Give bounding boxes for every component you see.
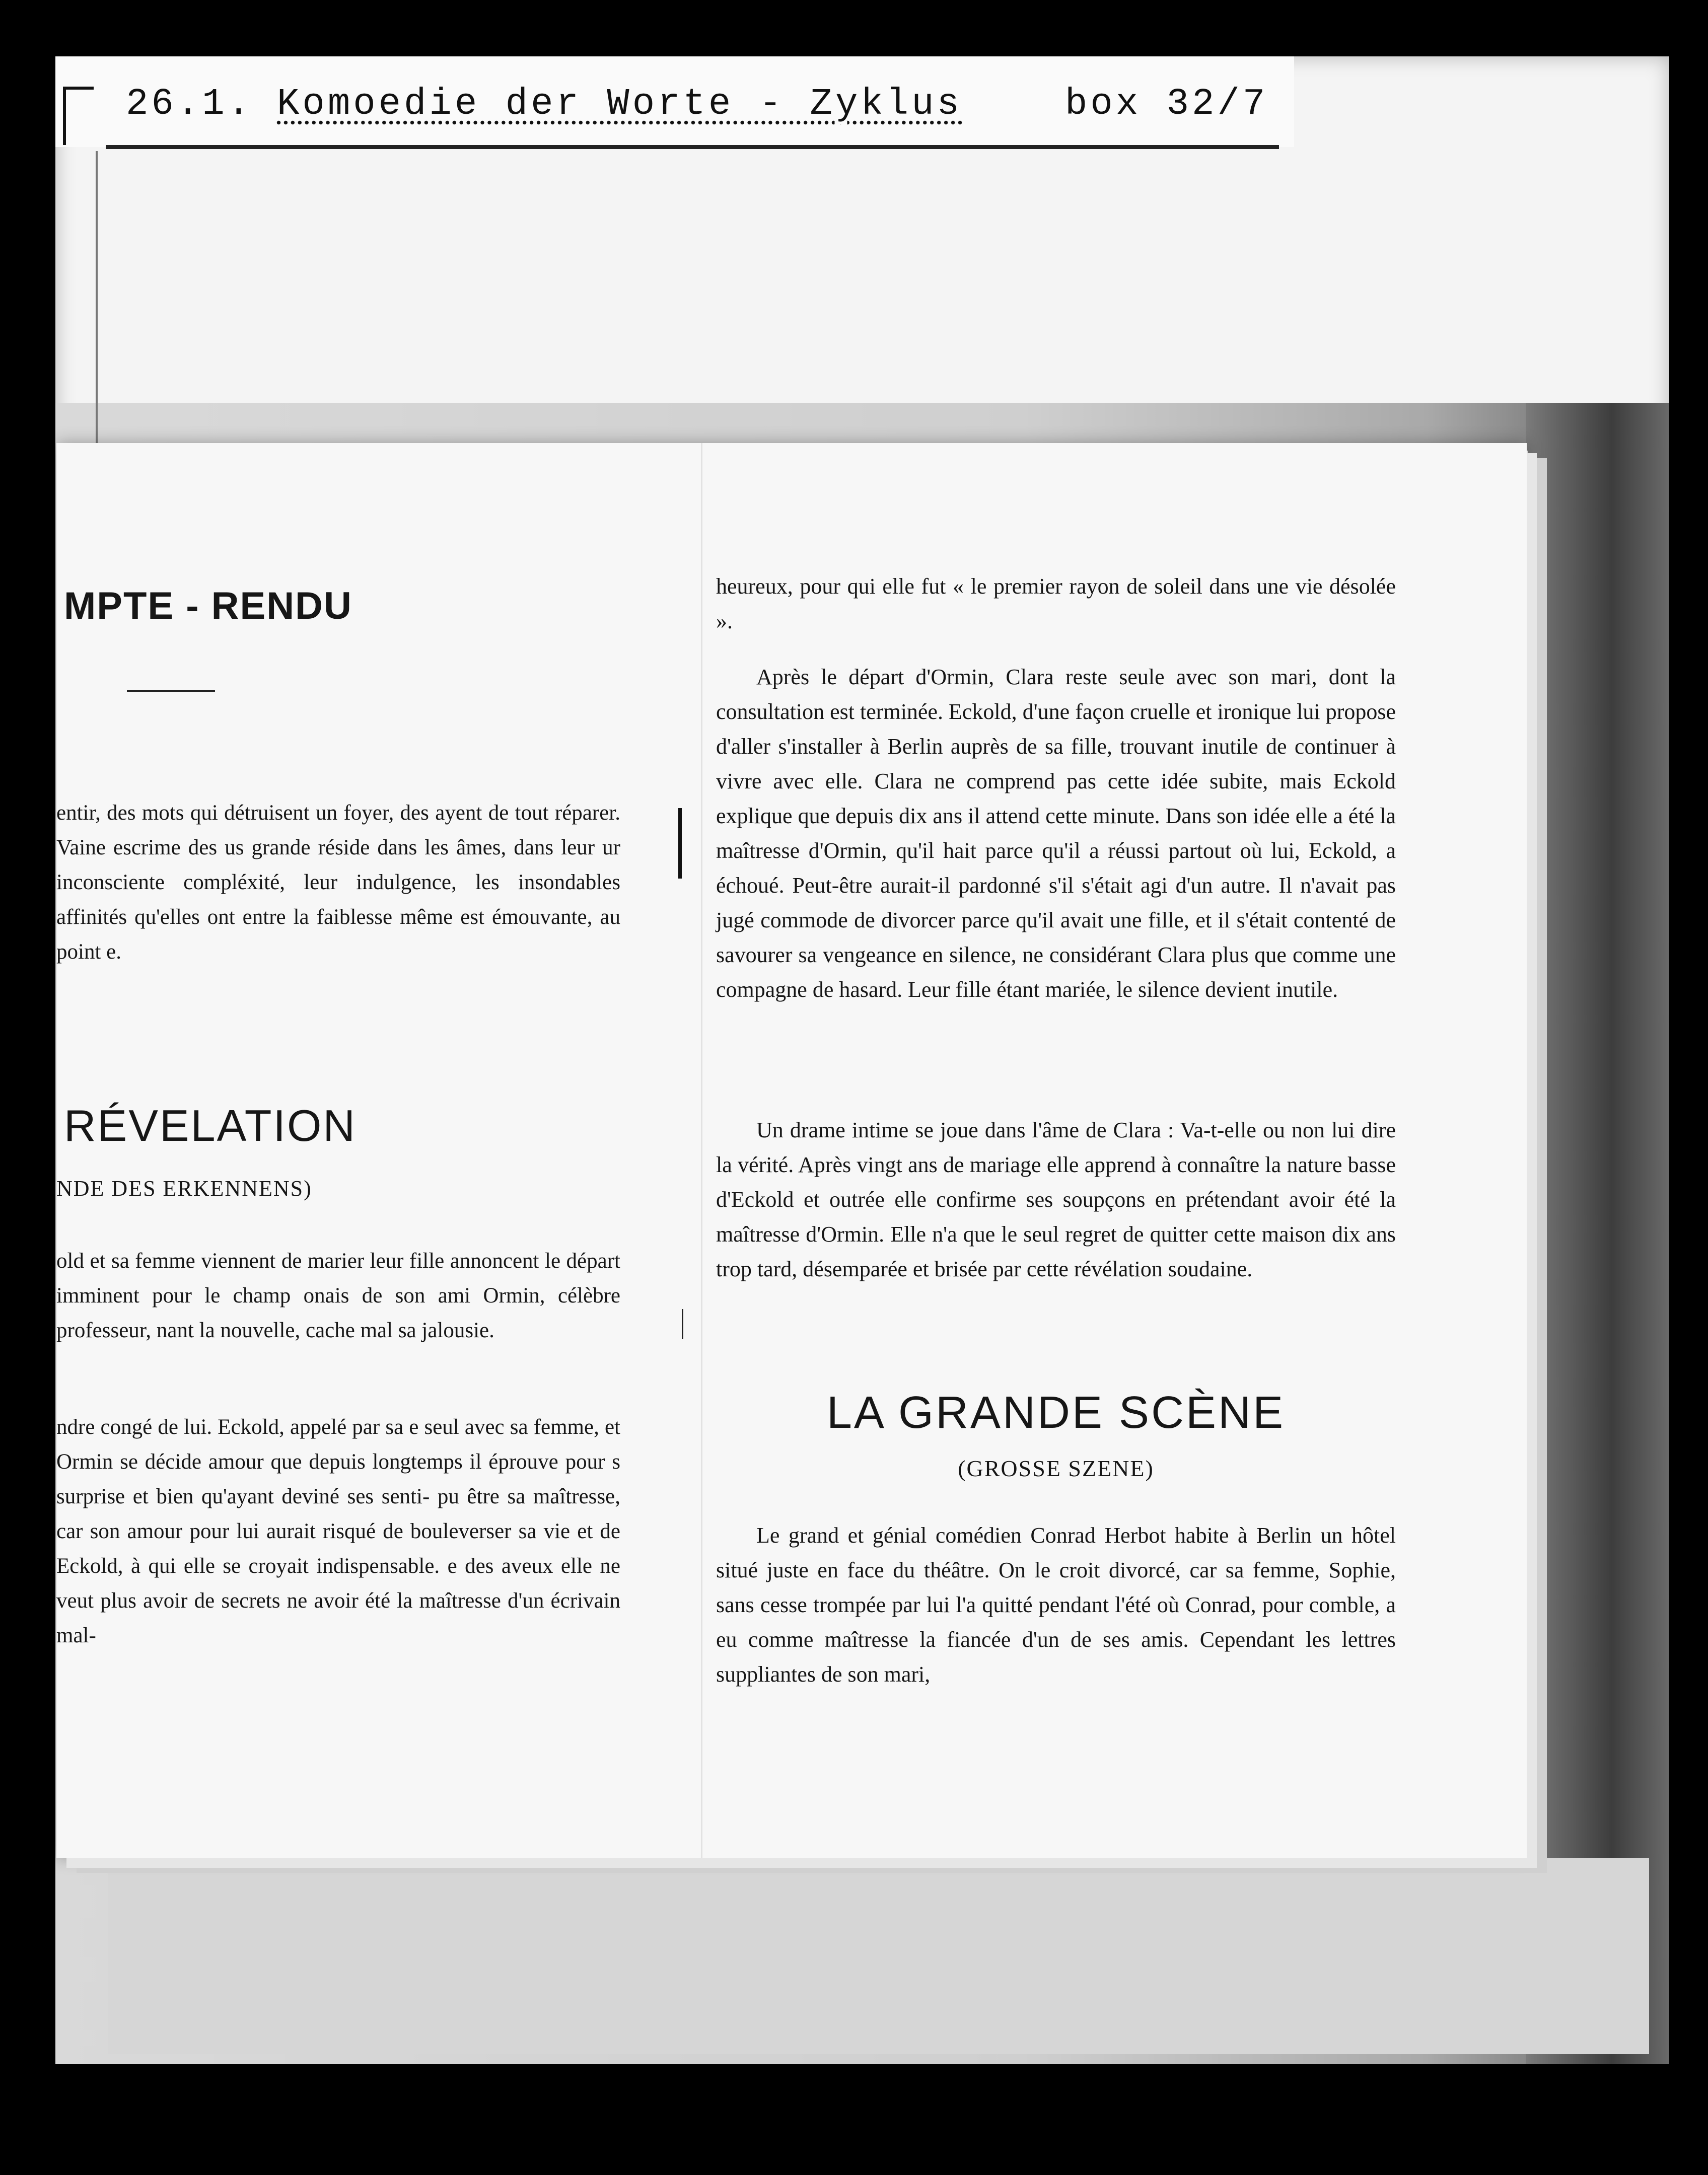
left-intro: entir, des mots qui détruisent un foyer, des ayent de tout réparer. Vaine escrime des us grande réside dans les âmes, dans leur ur inconsciente compléxité, leur indulgence, les insondables affinités qu'elles ont entre la faiblesse même est émouvante, au point e. bbox=[56, 801, 620, 964]
header-title: Komoedie der Worte - Zyklus bbox=[277, 83, 962, 125]
right-section-subtitle: (GROSSE SZENE) bbox=[958, 1456, 1154, 1481]
booklet-fold bbox=[701, 443, 702, 1858]
header-box: box 32/7 bbox=[1065, 83, 1268, 125]
right-paragraph-1: heureux, pour qui elle fut « le premier rayon de soleil dans une vie désolée ». bbox=[716, 574, 1396, 633]
booklet-spread bbox=[56, 443, 1527, 1858]
card-margin-line bbox=[96, 151, 98, 463]
gutter-mark-small bbox=[682, 1309, 683, 1339]
right-paragraph-3: Un drame intime se joue dans l'âme de Clara : Va-t-elle ou non lui dire la vérité. Après vingt ans de mariage elle apprend à connaître la nature basse d'Eckold et outrée elle confirme ses soupçons en prétendant avoir été la maîtresse d'Ormin. Elle n'a que le seul regret de quitter cette maison dix ans trop tard, désemparée et brisée par cette révélation soudaine. bbox=[716, 1118, 1396, 1281]
heading-dash bbox=[127, 690, 215, 692]
left-paragraph-2: ndre congé de lui. Eckold, appelé par sa e seul avec sa femme, et Ormin se décide amour que depuis longtemps il éprouve pour s surprise et bien qu'ayant deviné ses senti- pu être sa maîtresse, car son amour pour lui aurait risqué de bouleverser sa vie et de Eckold, à qui elle se croyait indispensable. e des aveux elle ne veut plus avoir de secrets ne avoir été la maîtresse d'un écrivain mal- bbox=[56, 1415, 620, 1647]
right-section-title: LA GRANDE SCÈNE bbox=[826, 1388, 1286, 1438]
card-shadow bbox=[1526, 403, 1669, 2064]
gutter-mark bbox=[678, 808, 682, 879]
left-section-title: RÉVELATION bbox=[64, 1101, 357, 1150]
card-bottom bbox=[108, 1858, 1649, 2054]
right-paragraph-2: Après le départ d'Ormin, Clara reste seule avec son mari, dont la consultation est terminée. Eckold, d'une façon cruelle et ironique lui propose d'aller s'installer à Berlin auprès de sa fille, trouvant inutile de continuer à vivre avec elle. Clara ne comprend pas cette idée subite, mais Eckold explique que depuis dix ans il attend cette minute. Dans son idée elle a été la maîtresse d'Ormin, qu'il hait parce qu'il a réussi partout où lui, Eckold, a échoué. Peut-être aurait-il pardonné s'il s'était agi d'un autre. Il n'avait pas jugé commode de divorcer parce qu'il avait une fille, et il s'était contenté de savourer sa vengeance en silence, ne considérant Clara plus que comme une compagne de hasard. Leur fille étant mariée, le silence devient inutile. bbox=[716, 665, 1396, 1002]
right-paragraph-4: Le grand et génial comédien Conrad Herbot habite à Berlin un hôtel situé juste en face du théâtre. On le croit divorcé, car sa femme, Sophie, sans cesse trompée par lui l'a quitté pendant l'été où Conrad, pour comble, a eu comme maîtresse la fiancée d'un de ses amis. Cependant les lettres suppliantes de son mari, bbox=[716, 1523, 1396, 1687]
left-heading: MPTE - RENDU bbox=[64, 585, 352, 627]
left-section-subtitle: NDE DES ERKENNENS) bbox=[56, 1176, 312, 1201]
header-number: 26.1. bbox=[126, 83, 253, 125]
header-rule bbox=[106, 145, 1279, 149]
left-paragraph-1: old et sa femme viennent de marier leur fille annoncent le départ imminent pour le champ onais de son ami Ormin, célèbre professeur, nant la nouvelle, cache mal sa jalousie. bbox=[56, 1249, 620, 1342]
corner-mark bbox=[63, 87, 94, 145]
